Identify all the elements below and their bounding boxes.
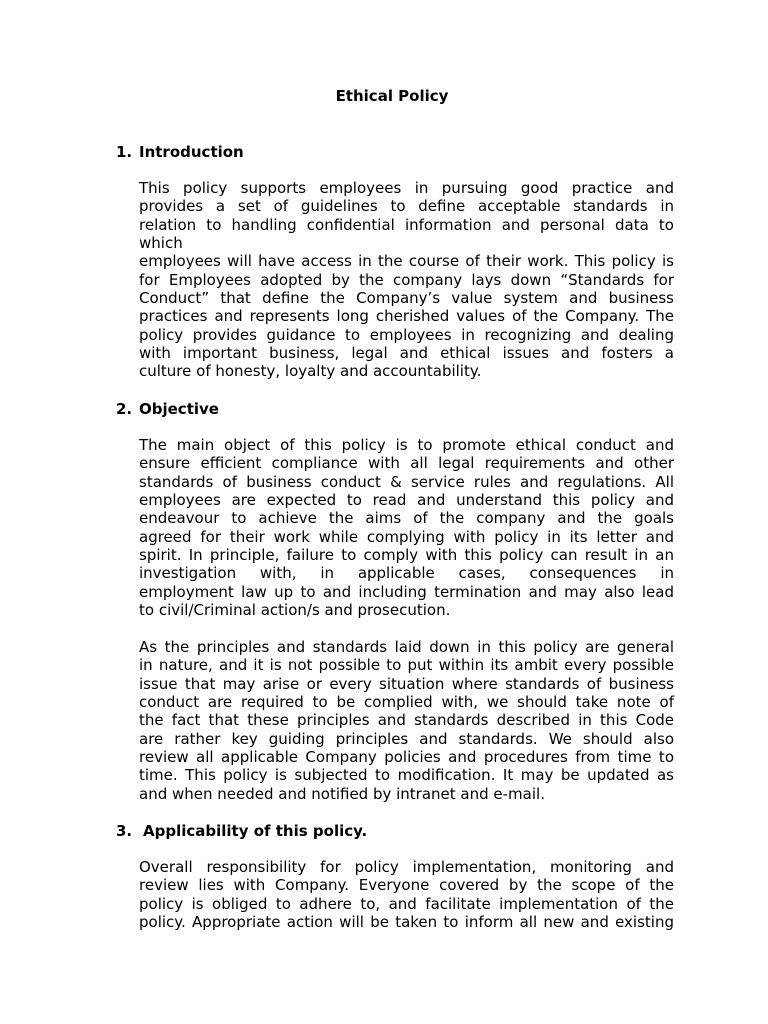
text-line: policy is obliged to adhere to, and facilitate implementation of the [139, 894, 674, 913]
paragraph-objective-1 [139, 436, 674, 619]
text-line: investigation with, in applicable cases, consequences in [139, 564, 674, 583]
text-line: agreed for their work while complying with policy in its letter and [139, 527, 674, 546]
section-number: 3. [116, 822, 133, 840]
text-line: review lies with Company. Everyone covered by the scope of the [139, 876, 674, 895]
text-line: relation to handling confidential information and personal data to [139, 215, 674, 234]
paragraph-introduction [139, 179, 674, 381]
section-title: Introduction [139, 143, 244, 161]
text-line: are rather key guiding principles and standards. We should also [139, 729, 674, 748]
text-line: employees will have access in the course of their work. This policy is [139, 252, 674, 271]
text-line: to civil/Criminal action/s and prosecution. [139, 601, 451, 620]
text-line: time. This policy is subjected to modification. It may be updated as [139, 766, 674, 785]
text-line: Overall responsibility for policy implementation, monitoring and [139, 858, 674, 876]
text-line: The main object of this policy is to promote ethical conduct and [139, 436, 674, 454]
text-line: employees are expected to read and understand this policy and [139, 491, 674, 510]
document-title: Ethical Policy [335, 87, 449, 105]
text-line: employment law up to and including termination and may also lead [139, 582, 674, 601]
text-line: the fact that these principles and standards described in this Code [139, 711, 674, 730]
paragraph-objective-2 [139, 638, 674, 803]
text-line: standards of business conduct & service rules and regulations. All [139, 472, 674, 491]
text-line: policy provides guidance to employees in recognizing and dealing [139, 325, 674, 344]
text-line: This policy supports employees in pursuing good practice and [139, 179, 674, 197]
text-line: spirit. In principle, failure to comply with this policy can result in an [139, 546, 674, 565]
text-line: endeavour to achieve the aims of the company and the goals [139, 509, 674, 528]
section-heading-applicability [116, 821, 367, 841]
section-title: Applicability of this policy. [143, 822, 368, 840]
text-line: ensure efficient compliance with all legal requirements and other [139, 454, 674, 473]
text-line: review all applicable Company policies and procedures from time to [139, 748, 674, 767]
text-line: policy. Appropriate action will be taken to inform all new and existing [139, 913, 674, 932]
section-number: 1. [116, 143, 133, 161]
text-line: issue that may arise or every situation where standards of business [139, 674, 674, 693]
section-heading-introduction [116, 142, 244, 162]
text-line: Conduct” that define the Company’s value system and business [139, 289, 674, 308]
text-line: provides a set of guidelines to define acceptable standards in [139, 197, 674, 216]
text-line: and when needed and notified by intranet and e-mail. [139, 784, 545, 803]
text-line: practices and represents long cherished values of the Company. The [139, 307, 674, 326]
text-line: in nature, and it is not possible to put within its ambit every possible [139, 656, 674, 675]
text-line: with important business, legal and ethical issues and fosters a [139, 344, 674, 363]
text-line: conduct are required to be complied with, we should take note of [139, 693, 674, 712]
text-line: which [139, 234, 183, 253]
text-line: As the principles and standards laid down in this policy are general [139, 638, 674, 656]
section-heading-objective [116, 399, 219, 419]
text-line: culture of honesty, loyalty and accountability. [139, 362, 482, 381]
section-title: Objective [139, 400, 219, 418]
section-number: 2. [116, 400, 133, 418]
paragraph-applicability [139, 858, 674, 931]
text-line: for Employees adopted by the company lays down “Standards for [139, 270, 674, 289]
